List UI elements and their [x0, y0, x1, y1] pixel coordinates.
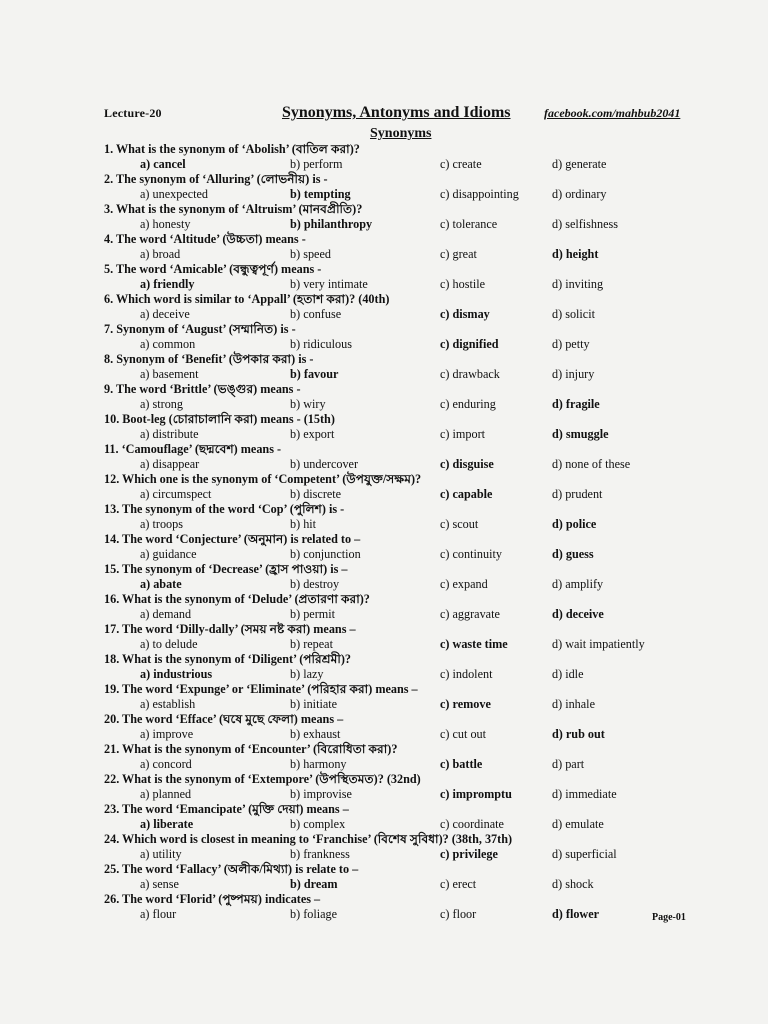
option-c: c) aggravate	[440, 607, 500, 621]
option-b: b) permit	[290, 607, 336, 621]
option-a: a) friendly	[140, 277, 195, 291]
option-c: c) drawback	[440, 367, 500, 381]
question-text: 8. Synonym of ‘Benefit’ (উপকার করা) is -	[104, 352, 314, 366]
option-a: a) sense	[140, 877, 179, 891]
option-d: d) height	[552, 247, 599, 261]
option-d: d) ordinary	[552, 187, 607, 201]
option-c: c) indolent	[440, 667, 493, 681]
option-b: b) initiate	[290, 697, 338, 711]
option-a: a) circumspect	[140, 487, 212, 501]
page-number: Page-01	[652, 912, 686, 923]
question-text: 3. What is the synonym of ‘Altruism’ (মানবপ্রীতি)?	[104, 202, 363, 216]
option-b: b) hit	[290, 517, 317, 531]
option-b: b) harmony	[290, 757, 347, 771]
question-item	[96, 202, 716, 232]
question-text: 20. The word ‘Efface’ (ঘষে মুছে ফেলা) means –	[104, 712, 344, 726]
option-a: a) industrious	[140, 667, 213, 681]
option-b: b) exhaust	[290, 727, 341, 741]
option-b: b) destroy	[290, 577, 340, 591]
option-b: b) ridiculous	[290, 337, 352, 351]
question-text: 18. What is the synonym of ‘Diligent’ (পরিশ্রমী)?	[104, 652, 352, 666]
option-d: d) none of these	[552, 457, 631, 471]
option-a: a) utility	[140, 847, 182, 861]
option-b: b) foliage	[290, 907, 338, 921]
option-b: b) frankness	[290, 847, 350, 861]
option-a: a) concord	[140, 757, 192, 771]
question-item	[96, 712, 716, 742]
option-b: b) repeat	[290, 637, 333, 651]
question-text: 13. The synonym of the word ‘Cop’ (পুলিশ) is -	[104, 502, 345, 516]
option-a: a) basement	[140, 367, 199, 381]
option-c: c) floor	[440, 907, 477, 921]
question-list	[96, 142, 716, 922]
option-b: b) export	[290, 427, 335, 441]
option-c: c) battle	[440, 757, 483, 771]
option-b: b) lazy	[290, 667, 324, 681]
question-text: 26. The word ‘Florid’ (পুষ্পময়) indicates –	[104, 892, 321, 906]
option-d: d) generate	[552, 157, 607, 171]
question-item	[96, 412, 716, 442]
question-item	[96, 892, 716, 922]
question-item	[96, 472, 716, 502]
question-text: 21. What is the synonym of ‘Encounter’ (বিরোধিতা করা)?	[104, 742, 398, 756]
question-text: 17. The word ‘Dilly-dally’ (সময় নষ্ট করা) means –	[104, 622, 356, 636]
question-text: 1. What is the synonym of ‘Abolish’ (বাতিল করা)?	[104, 142, 360, 156]
option-b: b) conjunction	[290, 547, 361, 561]
option-c: c) coordinate	[440, 817, 504, 831]
question-item	[96, 232, 716, 262]
option-b: b) perform	[290, 157, 343, 171]
option-a: a) common	[140, 337, 196, 351]
option-b: b) favour	[290, 367, 339, 381]
question-item	[96, 652, 716, 682]
facebook-link: facebook.com/mahbub2041	[544, 106, 681, 120]
option-a: a) improve	[140, 727, 194, 741]
option-c: c) remove	[440, 697, 491, 711]
question-text: 7. Synonym of ‘August’ (সম্মানিত) is -	[104, 322, 296, 336]
option-b: b) discrete	[290, 487, 342, 501]
option-a: a) planned	[140, 787, 192, 801]
option-b: b) complex	[290, 817, 346, 831]
option-b: b) philanthropy	[290, 217, 373, 231]
option-d: d) rub out	[552, 727, 605, 741]
question-text: 19. The word ‘Expunge’ or ‘Eliminate’ (পরিহার করা) means –	[104, 682, 418, 696]
option-c: c) waste time	[440, 637, 508, 651]
question-item	[96, 322, 716, 352]
option-a: a) distribute	[140, 427, 199, 441]
question-text: 14. The word ‘Conjecture’ (অনুমান) is related to –	[104, 532, 361, 546]
option-c: c) erect	[440, 877, 477, 891]
option-c: c) hostile	[440, 277, 486, 291]
option-d: d) injury	[552, 367, 595, 381]
option-b: b) undercover	[290, 457, 359, 471]
option-c: c) dignified	[440, 337, 499, 351]
option-b: b) improvise	[290, 787, 352, 801]
option-c: c) continuity	[440, 547, 502, 561]
option-a: a) to delude	[140, 637, 198, 651]
option-b: b) very intimate	[290, 277, 368, 291]
question-item	[96, 802, 716, 832]
question-item	[96, 772, 716, 802]
option-b: b) wiry	[290, 397, 326, 411]
option-b: b) tempting	[290, 187, 351, 201]
option-b: b) speed	[290, 247, 331, 261]
option-d: d) fragile	[552, 397, 600, 411]
question-text: 16. What is the synonym of ‘Delude’ (প্রতারণা করা)?	[104, 592, 370, 606]
question-text: 11. ‘Camouflage’ (ছদ্মবেশ) means -	[104, 442, 282, 456]
option-c: c) dismay	[440, 307, 490, 321]
question-text: 22. What is the synonym of ‘Extempore’ (উপস্থিতমত)? (32nd)	[104, 772, 421, 786]
option-a: a) demand	[140, 607, 192, 621]
question-item	[96, 532, 716, 562]
question-item	[96, 742, 716, 772]
option-a: a) liberate	[140, 817, 194, 831]
option-d: d) selfishness	[552, 217, 619, 231]
page-title: Synonyms, Antonyms and Idioms	[282, 104, 511, 121]
option-d: d) part	[552, 757, 585, 771]
option-c: c) expand	[440, 577, 488, 591]
option-d: d) deceive	[552, 607, 604, 621]
option-d: d) flower	[552, 907, 600, 921]
option-d: d) emulate	[552, 817, 604, 831]
question-text: 23. The word ‘Emancipate’ (মুক্তি দেয়া) means –	[104, 802, 349, 816]
question-text: 24. Which word is closest in meaning to ‘Franchise’ (বিশেষ সুবিধা)? (38th, 37th)	[104, 832, 513, 846]
question-item	[96, 442, 716, 472]
option-a: a) abate	[140, 577, 182, 591]
option-d: d) shock	[552, 877, 594, 891]
question-text: 10. Boot-leg (চোরাচালানি করা) means - (15th)	[104, 412, 335, 426]
question-item	[96, 292, 716, 322]
question-text: 6. Which word is similar to ‘Appall’ (হতাশ করা)? (40th)	[104, 292, 390, 306]
option-c: c) disguise	[440, 457, 494, 471]
option-d: d) inhale	[552, 697, 595, 711]
question-item	[96, 562, 716, 592]
question-item	[96, 682, 716, 712]
option-d: d) guess	[552, 547, 594, 561]
option-d: d) amplify	[552, 577, 604, 591]
question-text: 9. The word ‘Brittle’ (ভঙ্গুর) means -	[104, 382, 301, 396]
option-d: d) police	[552, 517, 597, 531]
question-item	[96, 352, 716, 382]
option-a: a) unexpected	[140, 187, 209, 201]
option-c: c) impromptu	[440, 787, 512, 801]
option-a: a) strong	[140, 397, 183, 411]
question-item	[96, 592, 716, 622]
option-d: d) superficial	[552, 847, 617, 861]
option-a: a) honesty	[140, 217, 191, 231]
option-c: c) tolerance	[440, 217, 498, 231]
option-c: c) capable	[440, 487, 493, 501]
question-text: 25. The word ‘Fallacy’ (অলীক/মিথ্যা) is relate to –	[104, 862, 359, 876]
option-a: a) broad	[140, 247, 181, 261]
option-c: c) enduring	[440, 397, 496, 411]
option-a: a) cancel	[140, 157, 186, 171]
option-b: b) confuse	[290, 307, 342, 321]
option-b: b) dream	[290, 877, 338, 891]
option-a: a) deceive	[140, 307, 190, 321]
option-d: d) immediate	[552, 787, 617, 801]
option-a: a) establish	[140, 697, 196, 711]
question-text: 4. The word ‘Altitude’ (উচ্চতা) means -	[104, 232, 306, 246]
option-d: d) petty	[552, 337, 590, 351]
question-item	[96, 862, 716, 892]
option-c: c) scout	[440, 517, 479, 531]
question-item	[96, 142, 716, 172]
option-a: a) guidance	[140, 547, 197, 561]
option-d: d) prudent	[552, 487, 603, 501]
option-d: d) idle	[552, 667, 584, 681]
option-a: a) troops	[140, 517, 183, 531]
option-a: a) disappear	[140, 457, 200, 471]
option-c: c) privilege	[440, 847, 498, 861]
option-d: d) wait impatiently	[552, 637, 645, 651]
question-text: 5. The word ‘Amicable’ (বন্ধুত্বপূর্ণ) means -	[104, 262, 322, 276]
option-a: a) flour	[140, 907, 177, 921]
question-item	[96, 622, 716, 652]
option-c: c) import	[440, 427, 486, 441]
option-d: d) smuggle	[552, 427, 609, 441]
question-item	[96, 262, 716, 292]
question-text: 15. The synonym of ‘Decrease’ (হ্রাস পাওয়া) is –	[104, 562, 348, 576]
option-c: c) great	[440, 247, 477, 261]
question-item	[96, 502, 716, 532]
option-c: c) cut out	[440, 727, 487, 741]
question-item	[96, 382, 716, 412]
section-title: Synonyms	[370, 126, 432, 141]
question-item	[96, 172, 716, 202]
question-text: 2. The synonym of ‘Alluring’ (লোভনীয়) is -	[104, 172, 328, 186]
question-item	[96, 832, 716, 862]
question-text: 12. Which one is the synonym of ‘Competent’ (উপযুক্ত/সক্ষম)?	[104, 472, 422, 486]
option-c: c) create	[440, 157, 482, 171]
option-c: c) disappointing	[440, 187, 519, 201]
option-d: d) solicit	[552, 307, 595, 321]
lecture-label: Lecture-20	[104, 106, 162, 120]
option-d: d) inviting	[552, 277, 604, 291]
